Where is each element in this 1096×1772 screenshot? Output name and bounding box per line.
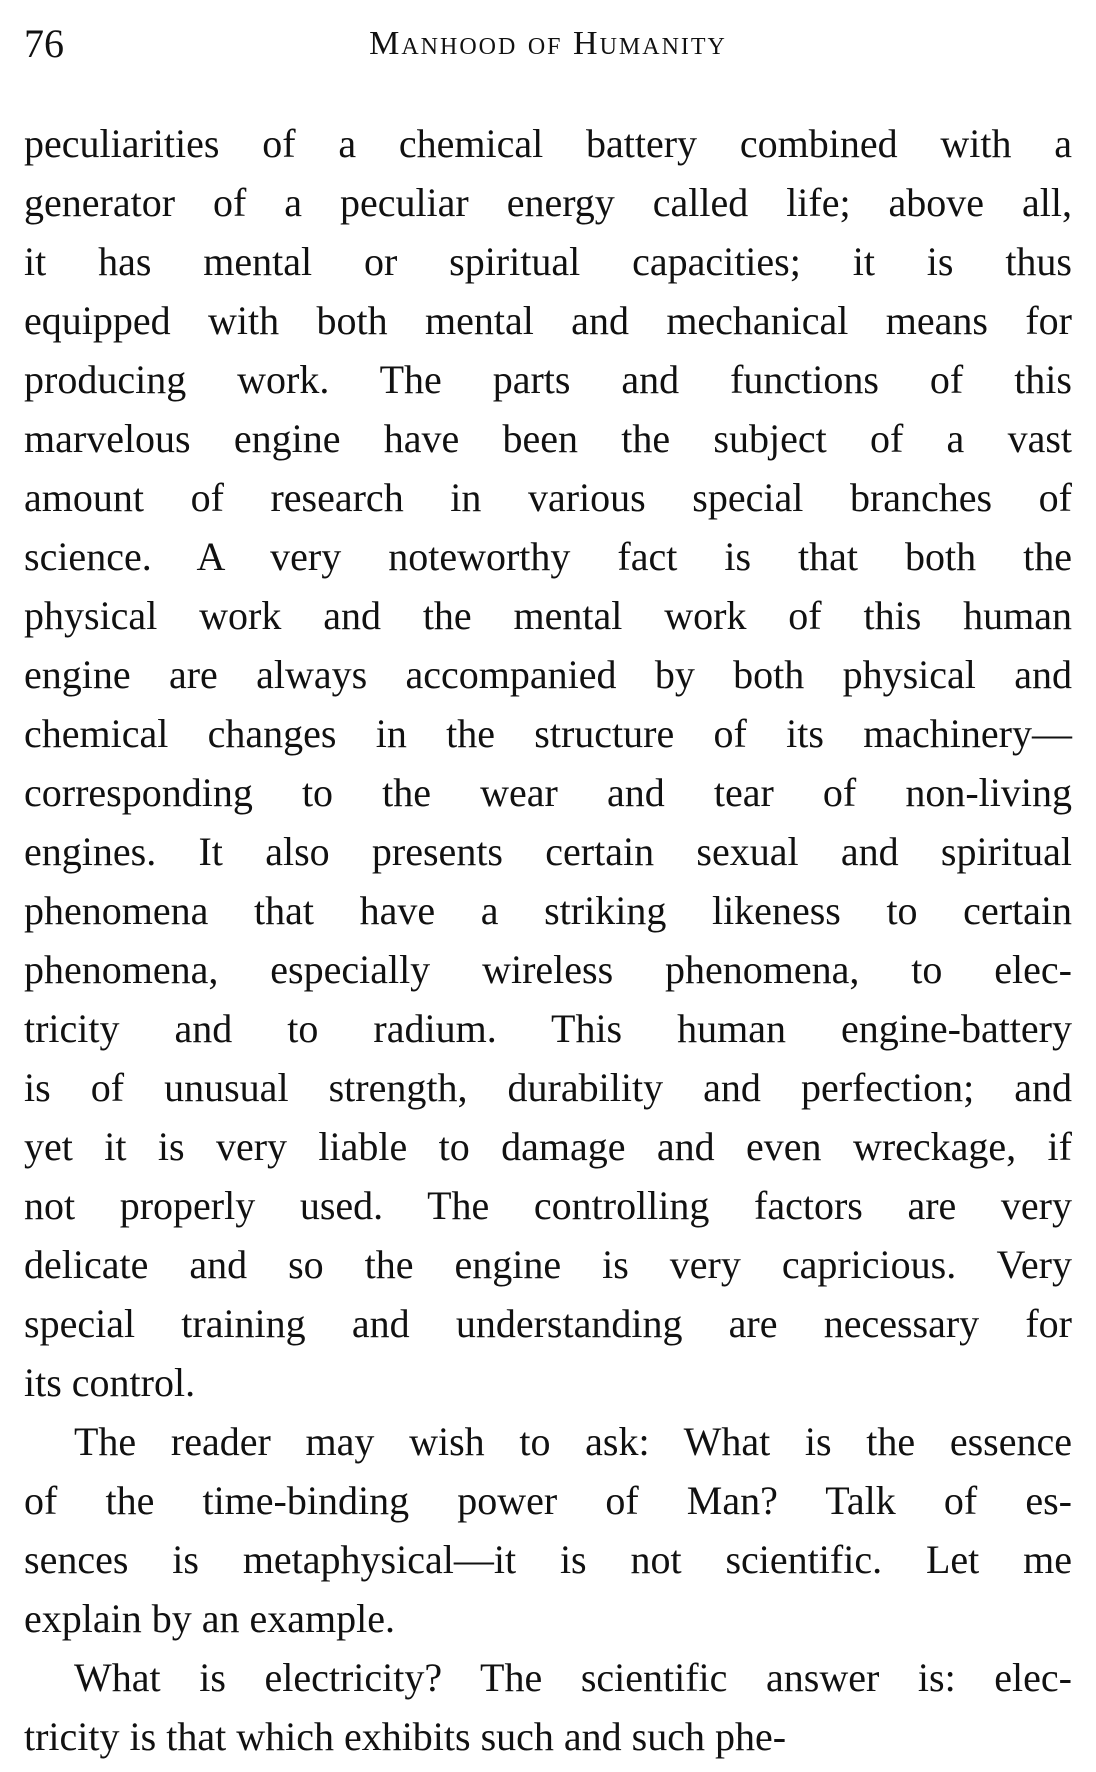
text-line: What is electricity? The scientific answer is: elec-	[74, 1655, 1072, 1700]
text-line: chemical changes in the structure of its machinery—	[24, 711, 1072, 756]
text-line: special training and understanding are necessary for	[24, 1301, 1072, 1346]
text-line: not properly used. The controlling factors are very	[24, 1183, 1072, 1228]
text-line: is of unusual strength, durability and perfection; and	[24, 1065, 1072, 1110]
text-line: science. A very noteworthy fact is that both the	[24, 534, 1072, 579]
text-line: producing work. The parts and functions of this	[24, 357, 1072, 402]
text-line: its control.	[24, 1360, 196, 1405]
text-line: sences is metaphysical—it is not scientific. Let me	[24, 1537, 1072, 1582]
running-head	[24, 14, 1072, 70]
text-line: The reader may wish to ask: What is the essence	[74, 1419, 1072, 1464]
text-line: equipped with both mental and mechanical means for	[24, 298, 1072, 343]
text-line: phenomena that have a striking likeness to certain	[24, 888, 1072, 933]
text-line: it has mental or spiritual capacities; it is thus	[24, 239, 1072, 284]
text-line: marvelous engine have been the subject of a vast	[24, 416, 1072, 461]
text-line: peculiarities of a chemical battery combined with a	[24, 121, 1072, 166]
text-line: delicate and so the engine is very capricious. Very	[24, 1242, 1072, 1287]
text-line: yet it is very liable to damage and even wreckage, if	[24, 1124, 1072, 1169]
text-line: tricity and to radium. This human engine-battery	[24, 1006, 1072, 1051]
paragraph	[24, 114, 1072, 1412]
text-line: engine are always accompanied by both physical and	[24, 652, 1072, 697]
text-line: tricity is that which exhibits such and such phe-	[24, 1714, 787, 1759]
text-line: engines. It also presents certain sexual and spiritual	[24, 829, 1072, 874]
text-line: amount of research in various special branches of	[24, 475, 1072, 520]
text-line: explain by an example.	[24, 1596, 395, 1641]
text-line: generator of a peculiar energy called life; above all,	[24, 180, 1072, 225]
paragraph	[24, 1412, 1072, 1648]
text-line: physical work and the mental work of this human	[24, 593, 1072, 638]
running-title: Manhood of Humanity	[369, 25, 727, 62]
page-number: 76	[24, 21, 64, 66]
book-page	[24, 14, 1072, 1759]
text-line: of the time-binding power of Man? Talk of es-	[24, 1478, 1072, 1523]
paragraph	[24, 1648, 1072, 1766]
text-line: phenomena, especially wireless phenomena, to elec-	[24, 947, 1072, 992]
body-text	[24, 114, 1072, 1766]
text-line: corresponding to the wear and tear of non-living	[24, 770, 1072, 815]
